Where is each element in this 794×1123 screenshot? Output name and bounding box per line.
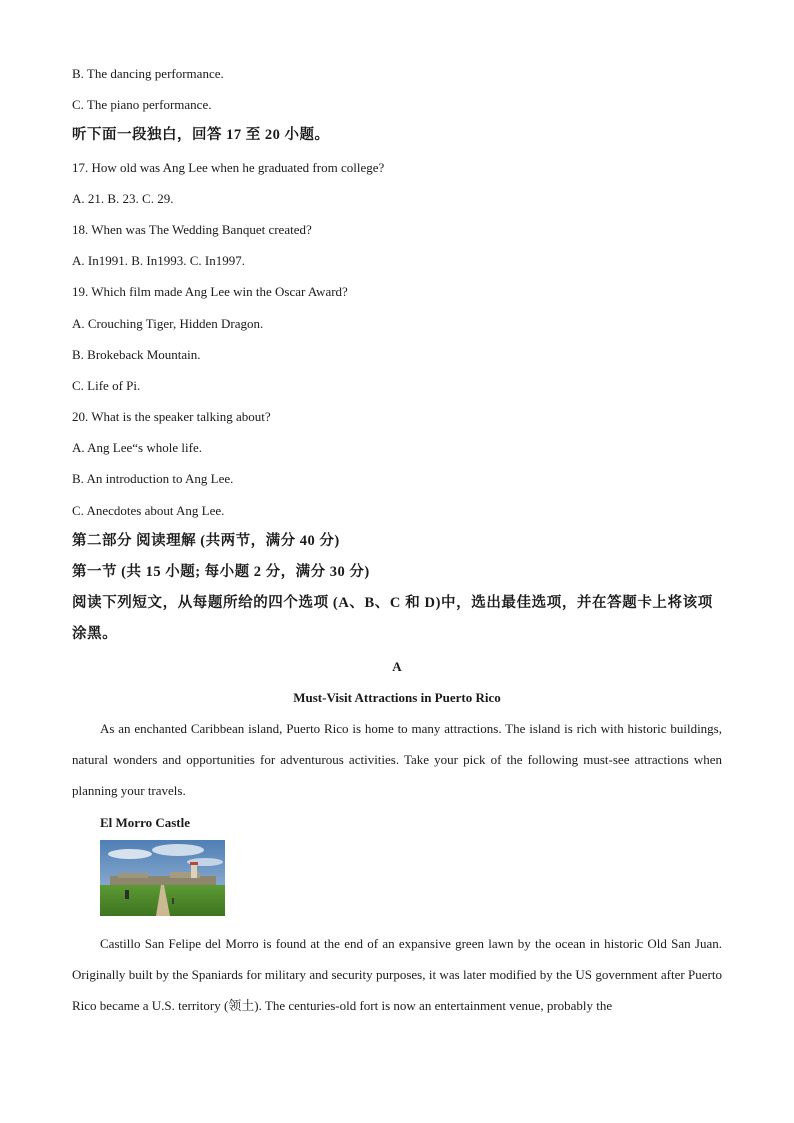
section1-heading: 第一节 (共 15 小题; 每小题 2 分，满分 30 分) bbox=[72, 564, 370, 580]
el-morro-castle-photo bbox=[100, 840, 225, 916]
q20-option-b: B. An introduction to Ang Lee. bbox=[72, 471, 234, 487]
passage-intro: As an enchanted Caribbean island, Puerto Rico is home to many attractions. The island is rich with historic buildings, natural wonders and opportunities for adventurous activities. Take your pick of the following must-see attractions when planning your travels. bbox=[72, 720, 722, 799]
section-heading-17-20: 听下面一段独白，回答 17 至 20 小题。 bbox=[72, 127, 330, 144]
q20-option-a: A. Ang Lee“s whole life. bbox=[72, 440, 202, 456]
q18-options: A. In1991. B. In1993. C. In1997. bbox=[72, 253, 245, 269]
q19-option-b: B. Brokeback Mountain. bbox=[72, 346, 201, 362]
q18-question: 18. When was The Wedding Banquet created? bbox=[72, 221, 312, 237]
q19-option-c: C. Life of Pi. bbox=[72, 377, 141, 393]
q17-options: A. 21. B. 23. C. 29. bbox=[72, 190, 174, 206]
q16-option-c: C. The piano performance. bbox=[72, 97, 212, 113]
q20-question: 20. What is the speaker talking about? bbox=[72, 409, 271, 425]
section-subheading-el-morro: El Morro Castle bbox=[100, 814, 191, 830]
q20-option-c: C. Anecdotes about Ang Lee. bbox=[72, 502, 225, 518]
passage-body-el-morro: Castillo San Felipe del Morro is found at the end of an expansive green lawn by the ocean in historic Old San Juan. Originally built by the Spaniards for military and security purposes, it was later modified by the US government after Puerto Rico became a U.S. territory (领土). The centuries-old fort is now an entertainment venue, probably the bbox=[72, 935, 722, 1014]
q17-question: 17. How old was Ang Lee when he graduated from college? bbox=[72, 159, 385, 175]
part2-heading: 第二部分 阅读理解 (共两节，满分 40 分) bbox=[72, 532, 340, 549]
passage-letter: A bbox=[392, 658, 402, 674]
passage-title: Must-Visit Attractions in Puerto Rico bbox=[293, 689, 501, 705]
q19-question: 19. Which film made Ang Lee win the Oscar Award? bbox=[72, 284, 348, 300]
document-page bbox=[72, 58, 722, 1021]
q19-option-a: A. Crouching Tiger, Hidden Dragon. bbox=[72, 315, 264, 331]
reading-instructions: 阅读下列短文，从每题所给的四个选项 (A、B、C 和 D)中，选出最佳选项，并在答题卡上将该项涂黑。 bbox=[72, 595, 713, 643]
el-morro-photo-wrapper bbox=[72, 840, 722, 922]
q16-option-b: B. The dancing performance. bbox=[72, 66, 224, 81]
